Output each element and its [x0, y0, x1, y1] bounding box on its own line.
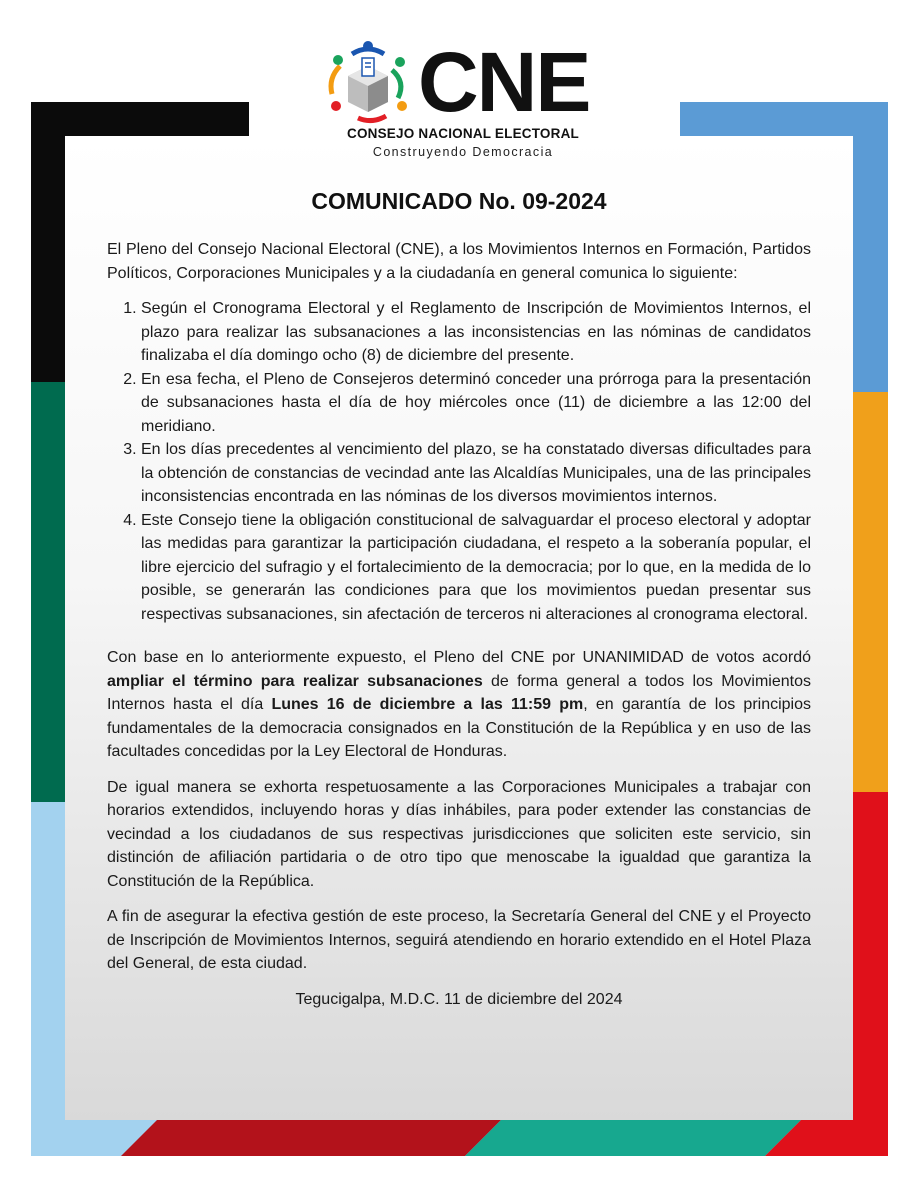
document-body: [107, 238, 811, 1023]
closing-paragraph: A fin de asegurar la efectiva gestión de este proceso, la Secretaría General del CNE y el Proyecto de Inscripción de Movimientos Internos, seguirá atendiendo en horario extendido en el Hotel Plaza del General, de esta ciudad.: [107, 908, 811, 972]
frame-right-red: [853, 792, 888, 1156]
cne-logo: [318, 32, 608, 164]
frame-left-black: [31, 102, 65, 382]
resolution-bold-deadline: Lunes 16 de diciembre a las 11:59 pm: [271, 696, 584, 713]
frame-bottom-bar: [31, 1120, 888, 1156]
list-item: 2. En esa fecha, el Pleno de Consejeros determinó conceder una prórroga para la presentación de subsanaciones hasta el día de hoy miércoles once (11) de diciembre a las 12:00 del meridiano.: [141, 368, 811, 439]
exhortation-paragraph: De igual manera se exhorta respetuosamente a las Corporaciones Municipales a trabajar con horarios extendidos, incluyendo horas y días inhábiles, para poder extender las constancias de vecindad a los ciudadanos de sus respectivas jurisdicciones que soliciten este servicio, sin distinción de afiliación partidaria o de otro tipo que menoscabe la igualdad que garantiza la Constitución de la República.: [107, 778, 811, 890]
list-item: 1. Según el Cronograma Electoral y el Reglamento de Inscripción de Movimientos Internos, el plazo para realizar las subsanaciones a las inconsistencias en las nóminas de candidatos finalizaba el día domingo ocho (8) de diciembre del presente.: [141, 297, 811, 368]
dateline: Tegucigalpa, M.D.C. 11 de diciembre del 2024: [295, 990, 623, 1008]
frame-left-green: [31, 382, 65, 802]
frame-bottom-stripes: [31, 1120, 888, 1156]
logo-slogan: Construyendo Democracia: [372, 145, 554, 159]
logo-acronym: CNE: [418, 35, 590, 129]
frame-right-orange: [853, 392, 888, 792]
ballot-box-with-people-ring-icon: [322, 36, 414, 128]
document-title: COMUNICADO No. 09-2024: [311, 188, 607, 214]
resolution-text: de forma general a todos los Movimientos Internos hasta el día: [107, 672, 812, 713]
logo-organization-name: CONSEJO NACIONAL ELECTORAL: [347, 126, 579, 141]
resolution-text: Con base en lo anteriormente expuesto, el Pleno del CNE por UNANIMIDAD de votos acordó: [107, 649, 811, 666]
resolution-bold-term: ampliar el término para realizar subsanaciones: [107, 672, 483, 690]
resolution-text: , en garantía de los principios fundamentales de la democracia consignados en la Constitución de la República y en uso de las facultades concedidas por la Ley Electoral de Honduras.: [107, 696, 812, 760]
list-item: 4. Este Consejo tiene la obligación constitucional de salvaguardar el proceso electoral y adoptar las medidas para garantizar la participación ciudadana, el respeto a la soberanía popular, el libre ejercicio del sufragio y el fortalecimiento de la democracia; por lo que, en la medida de lo posible, se generarán las condiciones para que los movimientos puedan presentar sus respectivas subsanaciones, sin afectación de terceros ni alteraciones al cronograma electoral.: [141, 509, 811, 627]
frame-left-bar: [31, 102, 65, 1156]
list-item: 3. En los días precedentes al vencimiento del plazo, se ha constatado diversas dificultades para la obtención de constancias de vecindad ante las Alcaldías Municipales, una de las principales inconsistencias encontrada en las nóminas de los diversos movimientos internos.: [141, 438, 811, 509]
frame-left-lightblue: [31, 802, 65, 1156]
intro-paragraph: El Pleno del Consejo Nacional Electoral (CNE), a los Movimientos Internos en Formación, Partidos Políticos, Corporaciones Municipales y a la ciudadanía en general comunica lo siguiente:: [107, 241, 811, 282]
numbered-list: [107, 297, 811, 626]
frame-right-blue: [853, 102, 888, 392]
resolution-paragraph: [107, 646, 811, 764]
frame-right-bar: [853, 102, 888, 1156]
